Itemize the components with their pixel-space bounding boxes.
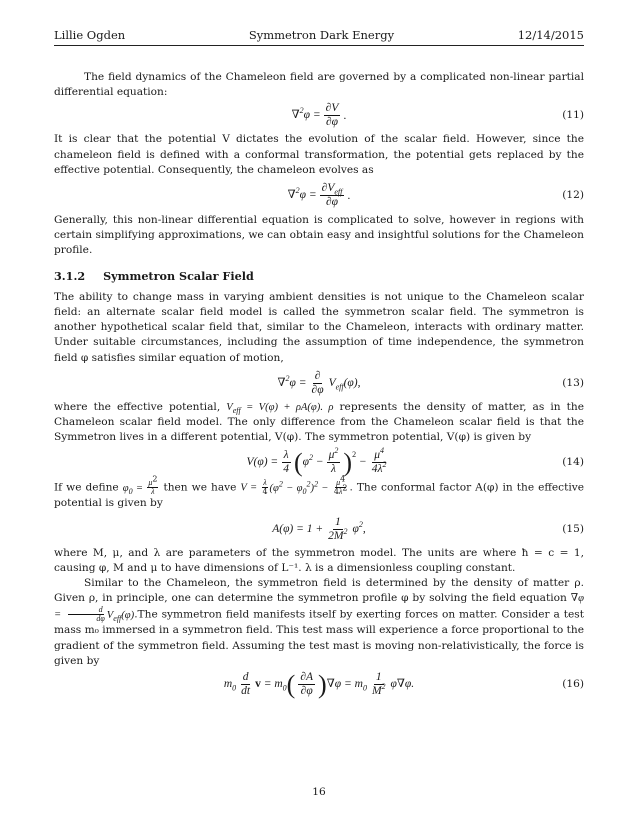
section-number: 3.1.2 — [54, 268, 86, 283]
header-title: Symmetron Dark Energy — [248, 28, 395, 42]
section-title: Symmetron Scalar Field — [103, 268, 254, 283]
equation-16: $m_0$ $\frac{d}{dt}$ v = $m_0$ ( $\frac{\partial A}{\partial\varphi}$ ) $\nabla\varphi = m_0$ $\frac{1}{M^2}$ φ∇φ. (16) — [223, 669, 584, 699]
paragraph-8-start: Similar to the Chameleon, the symmetron field is determined by the density of matter ρ. Given ρ, in principle, one can determine the symmetron profile φ by solving the field equation — [54, 577, 584, 605]
paragraph-3: Generally, this non-linear differential equation is complicated to solve, however in regions with certain simplifying approximations, we can obtain easy and insightful solutions for the Chameleon profile. — [54, 214, 584, 257]
paragraph-6-start: If we define — [54, 481, 123, 494]
header-date: 12/14/2015 — [517, 28, 584, 42]
equation-11: ∇$^2$φ = $\frac{\partial V}{\partial\varphi}$ . (11) — [291, 102, 584, 129]
paragraph-5: where the effective potential, $V_{eff} = V(\varphi) + \rho A(\varphi)$. ρ represents the density of matter, as in the Chameleon scalar field model. The only difference from the Chameleon scalar field is that the Symmetron lives in a different potential, V(φ). The symmetron potential, V(φ) is given by — [54, 400, 584, 444]
header-rule — [54, 45, 584, 46]
paragraph-6: If we define $\varphi_0$ = $\frac{\mu^2}{\lambda}$ then we have V = $\frac{\lambda}{4}$ $(\varphi^2 - \varphi_0^2)^2$ − $\frac{\mu^4}{4\lambda^2}$ . The conformal factor A(φ) in the effective potential is given by — [54, 474, 585, 510]
page-body — [54, 70, 584, 701]
equation-number-16: (16) — [562, 677, 584, 690]
paragraph-6-mid: then we have — [159, 481, 241, 494]
page-number: 16 — [312, 786, 326, 798]
equation-13: ∇$^2$φ = $\frac{\partial}{\partial\varphi}$ $V_{eff}(\varphi)$, (13) — [277, 369, 584, 396]
header-author: Lillie Ogden — [54, 28, 126, 42]
equation-number-11: (11) — [562, 109, 584, 122]
paragraph-7: where M, μ, and λ are parameters of the symmetron model. The units are where ħ = c = 1, causing φ, M and μ to have dimensions of L⁻¹. λ is a dimensionless coupling constant. — [54, 546, 584, 574]
section-heading — [54, 269, 584, 284]
equation-number-12: (12) — [562, 188, 584, 201]
paragraph-5-end: represents the density of matter, as in the Chameleon scalar field model. The only difference from the Chameleon scalar field is that the Symmetron lives in a different potential, V(φ). The symmetron potential, V(φ) is given by — [54, 400, 584, 444]
paragraph-4: The ability to change mass in varying ambient densities is not unique to the Chameleon scalar field: an alternate scalar field model is called the symmetron scalar field. The symmetron is another hypothetical scalar field that, similar to the Chameleon, interacts with ordinary matter. Under suitable circumstances, including the assumption of time independence, the symmetron field φ satisfies similar equation of motion, — [54, 290, 584, 364]
paragraph-1: The field dynamics of the Chameleon field are governed by a complicated non-linear partial differential equation: — [54, 71, 584, 99]
paragraph-8: Similar to the Chameleon, the symmetron field is determined by the density of matter ρ. Given ρ, in principle, one can determine the symmetron profile φ by solving the field equation ∇φ = $\frac{d}{d\varphi}$ $V_{eff}(\varphi).The$ symmetron field manifests itself by exerting forces on matter. Consider a test mass m₀ immersed in a symmetron field. This test mass will experience a force proportional to the gradient of the symmetron field. Assuming the test mast is moving non-relativistically, the force is given by — [54, 577, 584, 667]
paragraph-6-end: The conformal factor A(φ) in the effective potential is given by — [54, 481, 585, 510]
equation-14: V(φ) = $\frac{\lambda}{4}$ ( $\varphi^2$ − $\frac{\mu^2}{\lambda}$ ) $^2$ − $\frac{\mu^4}{4\lambda^2}$ (14) — [246, 446, 584, 477]
equation-12: ∇$^2$φ = $\frac{\partial V_{eff}}{\partial\varphi}$ . (12) — [287, 182, 584, 209]
equation-number-15: (15) — [562, 522, 584, 535]
running-header — [54, 28, 584, 42]
paragraph-5-start: where the effective potential, — [54, 400, 227, 413]
paragraph-8-end: .The symmetron field manifests itself by exerting forces on matter. Consider a test mass m₀ immersed in a symmetron field. This test mass will experience a force proportional to the gradient of the symmetron field. Assuming the test mast is moving non-relativistically, the force is given by — [54, 608, 584, 667]
equation-15: A(φ) = 1 + $\frac{1}{2M^2}$ $\varphi^2$, (15) — [272, 515, 584, 542]
equation-number-13: (13) — [562, 376, 584, 389]
equation-number-14: (14) — [562, 456, 584, 469]
paragraph-2: It is clear that the potential V dictates the evolution of the scalar field. However, since the chameleon field is defined with a conformal transformation, the potential gets replaced by the effective potential. Consequently, the chameleon evolves as — [54, 133, 584, 176]
